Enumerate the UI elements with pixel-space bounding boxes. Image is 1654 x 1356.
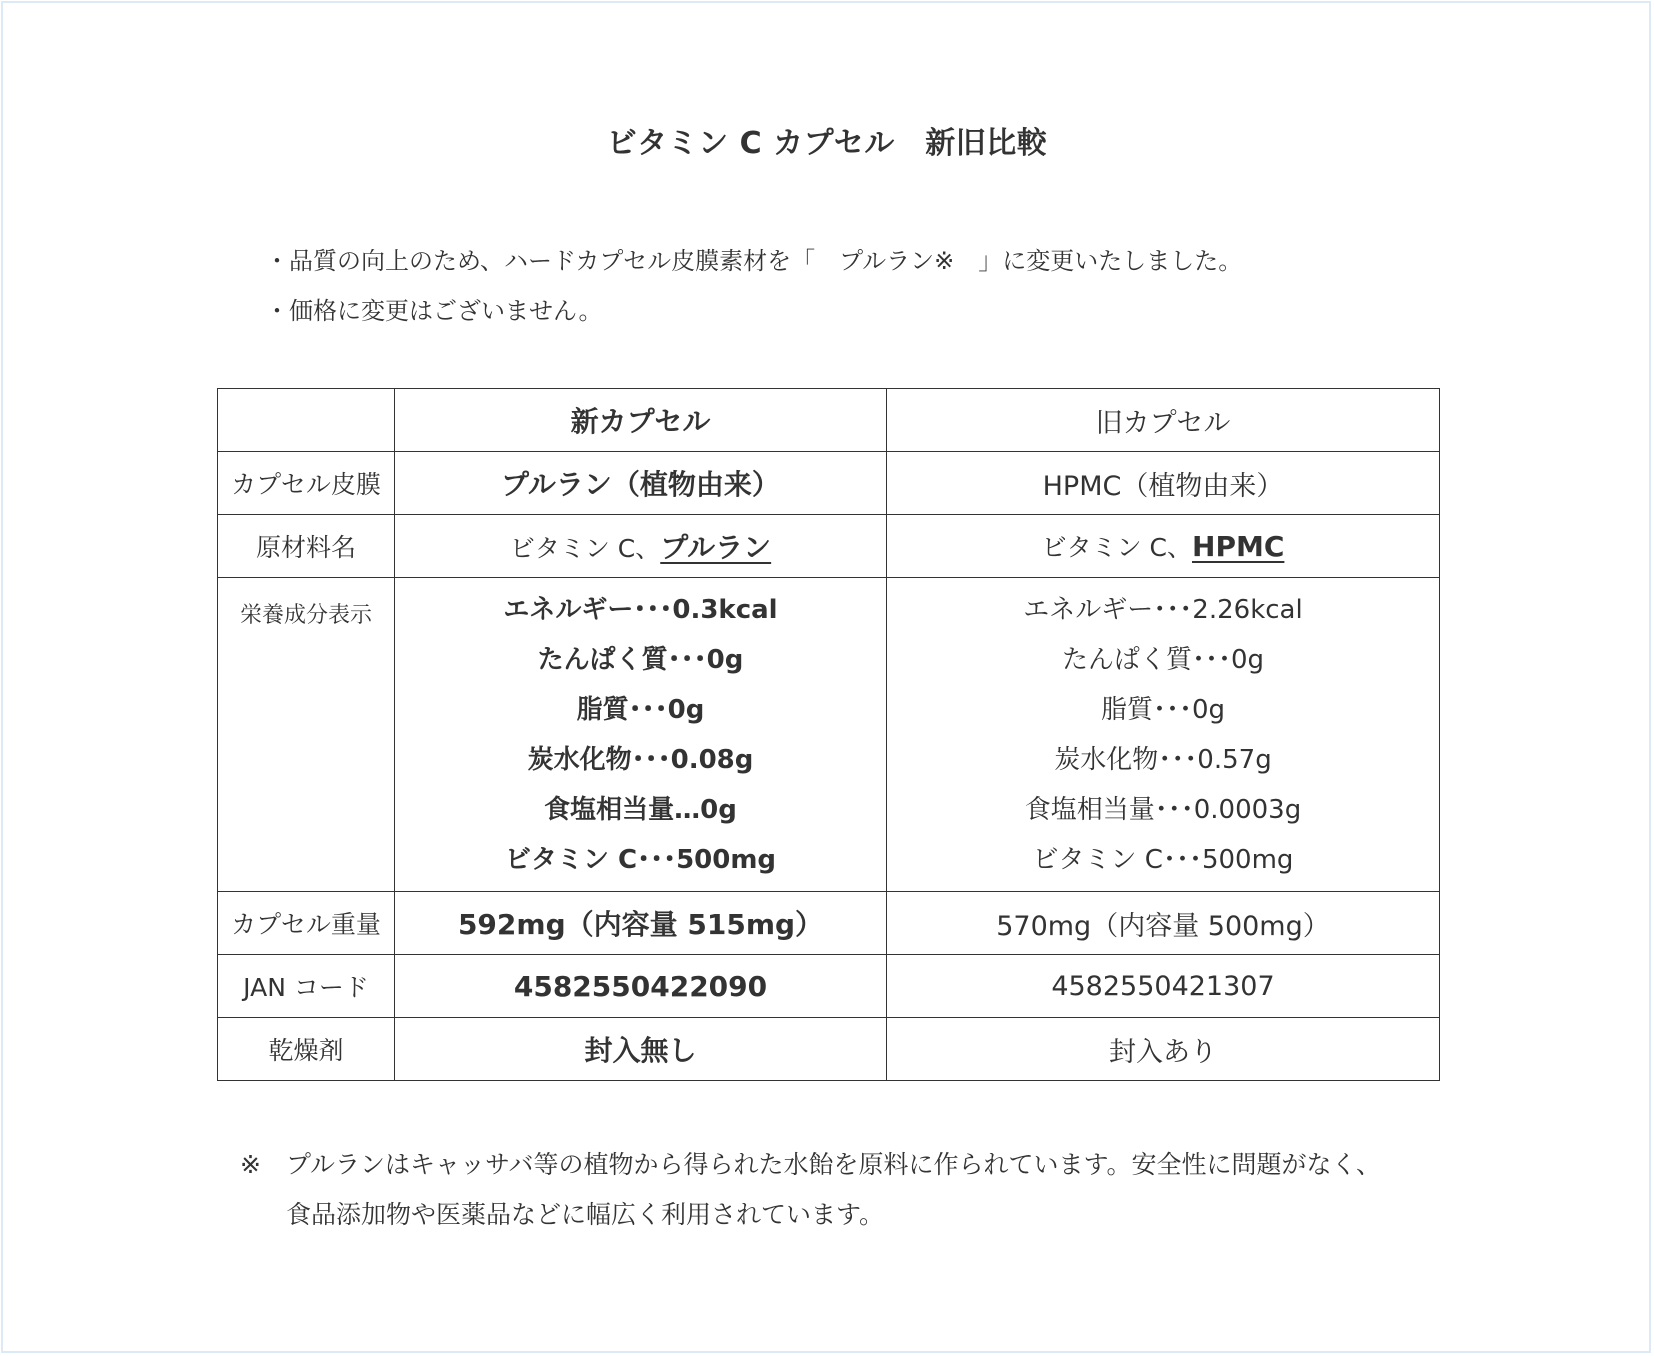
ingredients-old-highlight: HPMC bbox=[1192, 530, 1285, 563]
nutrition-old-item: 炭水化物･･･0.57g bbox=[1054, 744, 1272, 775]
nutrition-old-item: たんぱく質･･･0g bbox=[1061, 644, 1265, 675]
footnote bbox=[240, 1148, 1381, 1248]
film-old: HPMC（植物由来） bbox=[887, 452, 1440, 515]
nutrition-new-item: 炭水化物･･･0.08g bbox=[527, 744, 754, 775]
table-row-nutrition bbox=[218, 578, 1440, 892]
nutrition-new-item: エネルギー･･･0.3kcal bbox=[503, 594, 778, 625]
notes bbox=[265, 246, 1242, 346]
nutrition-label: 栄養成分表示 bbox=[218, 578, 395, 892]
nutrition-old bbox=[887, 578, 1440, 892]
weight-label: カプセル重量 bbox=[218, 892, 395, 955]
desiccant-label: 乾燥剤 bbox=[218, 1018, 395, 1081]
nutrition-old-item: エネルギー･･･2.26kcal bbox=[1023, 594, 1303, 625]
ingredients-old bbox=[887, 515, 1440, 578]
desiccant-new: 封入無し bbox=[395, 1018, 887, 1081]
nutrition-new bbox=[395, 578, 887, 892]
header-new-capsule: 新カプセル bbox=[395, 389, 887, 452]
nutrition-new-item: 脂質･･･0g bbox=[576, 694, 705, 725]
nutrition-old-item: 食塩相当量･･･0.0003g bbox=[1024, 794, 1302, 825]
ingredients-new-prefix: ビタミン C、 bbox=[509, 534, 661, 563]
table-row-weight bbox=[218, 892, 1440, 955]
film-new: プルラン（植物由来） bbox=[395, 452, 887, 515]
footnote-mark: ※ bbox=[240, 1150, 261, 1179]
jan-label: JAN コード bbox=[218, 955, 395, 1018]
ingredients-old-prefix: ビタミン C、 bbox=[1041, 533, 1193, 562]
ingredients-new bbox=[395, 515, 887, 578]
header-old-capsule: 旧カプセル bbox=[887, 389, 1440, 452]
table-row-film bbox=[218, 452, 1440, 515]
jan-new: 4582550422090 bbox=[395, 955, 887, 1018]
nutrition-old-item: ビタミン C･･･500mg bbox=[1032, 844, 1294, 875]
nutrition-new-item: たんぱく質･･･0g bbox=[537, 644, 744, 675]
table-row-jan bbox=[218, 955, 1440, 1018]
weight-new: 592mg（内容量 515mg） bbox=[395, 892, 887, 955]
ingredients-new-highlight: プルラン bbox=[660, 531, 772, 564]
header-blank-cell bbox=[218, 389, 395, 452]
comparison-table bbox=[217, 388, 1440, 1081]
table-row-ingredients bbox=[218, 515, 1440, 578]
note-price: ・価格に変更はございません。 bbox=[265, 297, 603, 325]
note-quality: ・品質の向上のため、ハードカプセル皮膜素材を「 プルラン※ 」に変更いたしました。 bbox=[265, 247, 1243, 275]
nutrition-new-item: ビタミン C･･･500mg bbox=[504, 844, 777, 875]
page-title: ビタミン C カプセル 新旧比較 bbox=[606, 126, 1048, 161]
footnote-text-2: 食品添加物や医薬品などに幅広く利用されています。 bbox=[286, 1200, 885, 1229]
footnote-text-1: プルランはキャッサバ等の植物から得られた水飴を原料に作られています。安全性に問題がなく、 bbox=[286, 1150, 1382, 1179]
nutrition-new-item: 食塩相当量…0g bbox=[544, 794, 737, 825]
footnote-line-1 bbox=[240, 1148, 1381, 1198]
footnote-line-2 bbox=[240, 1198, 1381, 1248]
table-row-desiccant bbox=[218, 1018, 1440, 1081]
weight-old: 570mg（内容量 500mg） bbox=[887, 892, 1440, 955]
film-label: カプセル皮膜 bbox=[218, 452, 395, 515]
desiccant-old: 封入あり bbox=[887, 1018, 1440, 1081]
nutrition-old-item: 脂質･･･0g bbox=[1100, 694, 1226, 725]
jan-old: 4582550421307 bbox=[887, 955, 1440, 1018]
ingredients-label: 原材料名 bbox=[218, 515, 395, 578]
table-header-row bbox=[218, 389, 1440, 452]
